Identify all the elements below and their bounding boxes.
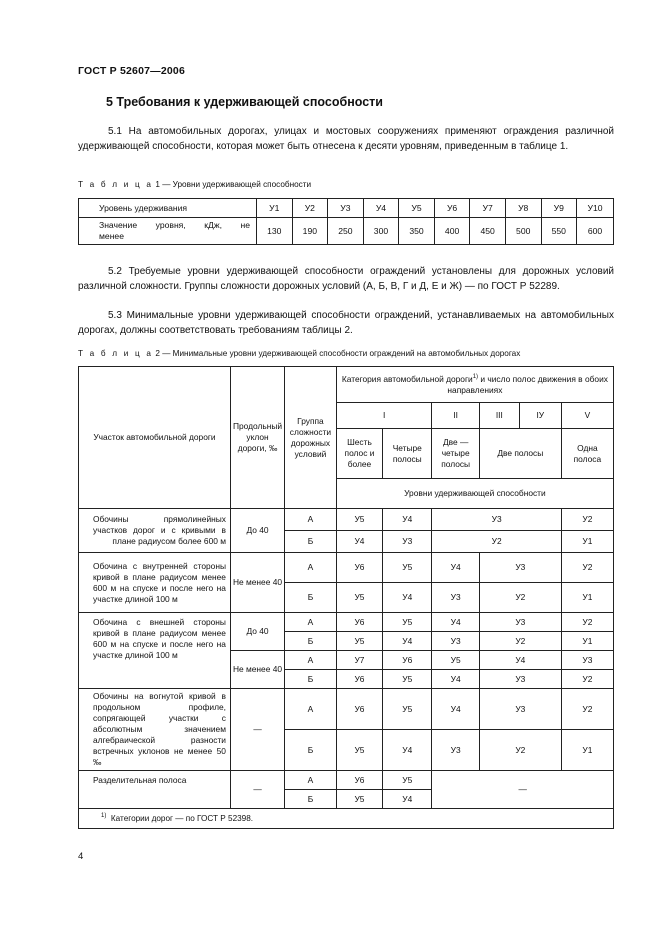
header-group: Группа сложности дорожных условий — [285, 367, 337, 509]
level-cell: У5 — [336, 790, 382, 809]
level-cell: У2 — [561, 689, 613, 730]
value-cell: 450 — [470, 218, 506, 245]
value-cell: 550 — [541, 218, 577, 245]
level-cell: У3 — [561, 651, 613, 670]
group-cell: А — [285, 509, 337, 531]
level-cell: У2 — [292, 199, 328, 218]
table-1-row-values — [79, 218, 614, 245]
value-cell: 350 — [399, 218, 435, 245]
level-cell: У2 — [561, 613, 613, 632]
group-cell: А — [285, 613, 337, 632]
group-cell: Б — [285, 632, 337, 651]
document-header: ГОСТ Р 52607—2006 — [78, 65, 186, 77]
group-cell: Б — [285, 730, 337, 771]
level-cell: У3 — [479, 553, 561, 583]
table-2-caption: Т а б л и ц а 2 — Минимальные уровни удерживающей способности ограждений на автомобильных дорогах — [78, 349, 521, 358]
level-cell: У6 — [336, 771, 382, 790]
page-number: 4 — [78, 851, 84, 862]
table-1-caption: Т а б л и ц а 1 — Уровни удерживающей способности — [78, 180, 312, 189]
paragraph-5-1: 5.1 На автомобильных дорогах, улицах и мостовых сооружениях применяют ограждения различной удерживающей способности, которая может быть отнесена к десяти уровням, приведенным в таблице 1. — [78, 126, 614, 152]
level-cell: У3 — [432, 730, 479, 771]
header-section: Участок автомобильной дороги — [79, 367, 231, 509]
level-cell: У5 — [336, 730, 382, 771]
value-cell: 500 — [505, 218, 541, 245]
level-cell: У7 — [470, 199, 506, 218]
level-cell: У4 — [432, 689, 479, 730]
level-cell: У3 — [432, 509, 561, 531]
level-cell: У3 — [432, 583, 479, 613]
level-cell: У1 — [561, 730, 613, 771]
level-cell: У5 — [336, 583, 382, 613]
table-2 — [78, 366, 614, 829]
level-cell: У1 — [561, 583, 613, 613]
level-cell: У9 — [541, 199, 577, 218]
level-cell: У3 — [479, 613, 561, 632]
level-cell: У4 — [432, 613, 479, 632]
level-cell: У6 — [336, 670, 382, 689]
level-cell: У4 — [336, 531, 382, 553]
value-cell: 130 — [257, 218, 293, 245]
section-name: Обочины на вогнутой кривой в продольном профиле, сопрягающей участки с абсолютным значением алгебраической разности встречных уклонов не менее 50 ‰ — [79, 689, 231, 771]
value-cell: 600 — [577, 218, 614, 245]
value-cell: 300 — [363, 218, 399, 245]
table-1-row-levels — [79, 199, 614, 218]
slope-cell: До 40 — [230, 509, 284, 553]
level-cell: У6 — [336, 689, 382, 730]
level-cell: У5 — [383, 670, 432, 689]
table-1 — [78, 198, 614, 245]
level-cell: У6 — [434, 199, 470, 218]
group-cell: А — [285, 689, 337, 730]
category-II: II — [432, 403, 479, 429]
row-label — [79, 218, 257, 245]
row-label-line: Значение уровня, кДж, не — [99, 220, 250, 230]
value-cell: 190 — [292, 218, 328, 245]
level-cell: У3 — [479, 689, 561, 730]
level-cell: У4 — [479, 651, 561, 670]
value-cell: 250 — [328, 218, 364, 245]
slope-cell: Не менее 40 — [230, 651, 284, 689]
level-cell: У5 — [399, 199, 435, 218]
header-category: Категория автомобильной дороги$^{1)}$ и число полос движения в обоих направлениях — [336, 367, 613, 403]
level-cell: У3 — [383, 531, 432, 553]
level-cell: У4 — [363, 199, 399, 218]
level-cell: У1 — [257, 199, 293, 218]
table-row — [79, 509, 614, 531]
level-cell: У2 — [479, 730, 561, 771]
table-row — [79, 689, 614, 730]
group-cell: Б — [285, 670, 337, 689]
level-cell: У4 — [432, 670, 479, 689]
category-III: III — [479, 403, 519, 429]
group-cell: Б — [285, 531, 337, 553]
row-label: Уровень удерживания — [79, 199, 257, 218]
category-V: V — [561, 403, 613, 429]
level-cell: У5 — [383, 553, 432, 583]
paragraph-5-2: 5.2 Требуемые уровни удерживающей способности ограждений установлены для дорожных условий различной сложности. Группы сложности дорожных условий (А, Б, В, Г и Д, Е и Ж) — по ГОСТ Р 52289. — [78, 266, 614, 292]
level-cell: У2 — [479, 583, 561, 613]
section-name: Обочина с внутренней стороны кривой в плане радиусом менее 600 м на спуске и после него на участке длиной 100 м — [79, 553, 231, 613]
level-cell: У5 — [383, 771, 432, 790]
level-cell: У3 — [432, 632, 479, 651]
level-cell: У6 — [383, 651, 432, 670]
level-cell: У10 — [577, 199, 614, 218]
level-cell: У3 — [328, 199, 364, 218]
lanes-4: Четыре полосы — [383, 429, 432, 479]
slope-cell: — — [230, 771, 284, 809]
section-name: Разделительная полоса — [79, 771, 231, 809]
table-row — [79, 771, 614, 790]
lanes-2: Две полосы — [479, 429, 561, 479]
section-title: 5 Требования к удерживающей способности — [106, 95, 383, 109]
footnote: $^{1)}$ Категории дорог — по ГОСТ Р 52398. — [79, 809, 614, 829]
level-cell: У5 — [432, 651, 479, 670]
level-cell: У2 — [479, 632, 561, 651]
level-cell: У4 — [383, 509, 432, 531]
level-cell: У2 — [561, 509, 613, 531]
level-cell: У2 — [561, 670, 613, 689]
level-cell: У1 — [561, 632, 613, 651]
category-IV: IУ — [519, 403, 561, 429]
table-2-header-row — [79, 367, 614, 403]
level-cell: У5 — [336, 509, 382, 531]
section-name: Обочина с внешней стороны кривой в плане радиусом менее 600 м на спуске и после него на участке длиной 100 м — [79, 613, 231, 689]
level-cell: У4 — [383, 790, 432, 809]
header-slope: Продольный уклон дороги, ‰ — [230, 367, 284, 509]
slope-cell: — — [230, 689, 284, 771]
group-cell: Б — [285, 790, 337, 809]
level-cell: У4 — [432, 553, 479, 583]
level-cell: У2 — [432, 531, 561, 553]
level-cell: У6 — [336, 553, 382, 583]
header-levels: Уровни удерживающей способности — [336, 479, 613, 509]
level-cell: У8 — [505, 199, 541, 218]
group-cell: А — [285, 651, 337, 670]
slope-cell: До 40 — [230, 613, 284, 651]
level-cell: У7 — [336, 651, 382, 670]
category-I: I — [336, 403, 432, 429]
row-label-line: менее — [99, 231, 124, 241]
table-row — [79, 553, 614, 583]
slope-cell: Не менее 40 — [230, 553, 284, 613]
level-cell: У5 — [383, 689, 432, 730]
section-name: Обочины прямолинейных участков дорог и с кривыми в плане радиусом более 600 м — [79, 509, 231, 553]
paragraph-5-3: 5.3 Минимальные уровни удерживающей способности ограждений, устанавливаемых на автомобильных дорогах, должны соответствовать требованиям таблицы 2. — [78, 310, 614, 336]
table-row — [79, 613, 614, 632]
value-cell: 400 — [434, 218, 470, 245]
level-cell: У3 — [479, 670, 561, 689]
level-cell: — — [432, 771, 614, 809]
level-cell: У1 — [561, 531, 613, 553]
group-cell: Б — [285, 583, 337, 613]
level-cell: У5 — [336, 632, 382, 651]
table-footnote-row — [79, 809, 614, 829]
lanes-2-4: Две — четыре полосы — [432, 429, 479, 479]
level-cell: У4 — [383, 583, 432, 613]
lanes-6: Шесть полос и более — [336, 429, 382, 479]
level-cell: У6 — [336, 613, 382, 632]
group-cell: А — [285, 771, 337, 790]
lanes-1: Одна полоса — [561, 429, 613, 479]
group-cell: А — [285, 553, 337, 583]
level-cell: У4 — [383, 632, 432, 651]
level-cell: У4 — [383, 730, 432, 771]
level-cell: У5 — [383, 613, 432, 632]
level-cell: У2 — [561, 553, 613, 583]
